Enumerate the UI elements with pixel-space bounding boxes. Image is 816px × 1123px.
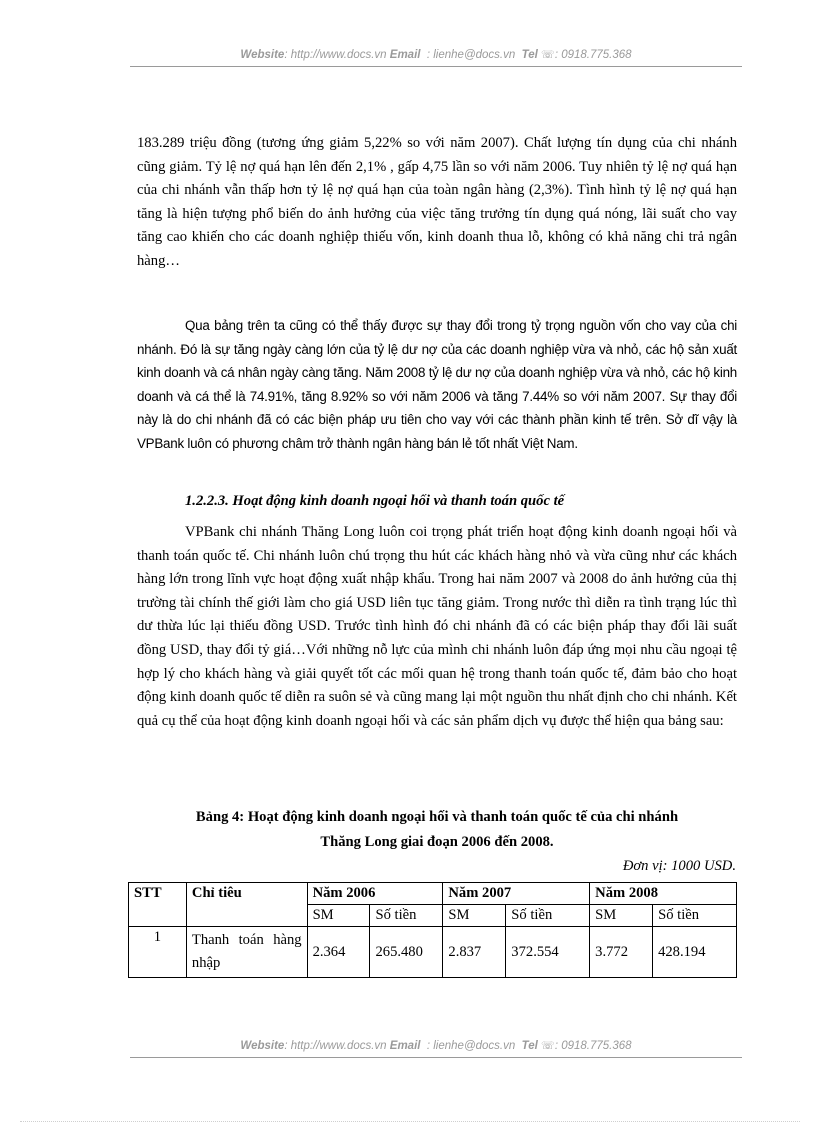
header-rule (130, 66, 742, 67)
paragraph-credit-quality: 183.289 triệu đồng (tương ứng giảm 5,22% so với năm 2007). Chất lượng tín dụng của chi nhánh cũng giảm. Tỷ lệ nợ quá hạn lên đến 2,1% , gấp 4,75 lần so với năm 2006. Tuy nhiên tỷ lệ nợ quá hạn của chi nhánh vẫn thấp hơn tỷ lệ nợ quá hạn của toàn ngân hàng (2,3%). Tình hình tỷ lệ nợ quá hạn tăng là hiện tượng phổ biến do ảnh hưởng của việc tăng trưởng tín dụng quá nóng, lãi suất cho vay tăng cao khiến cho các doanh nghiệp thiếu vốn, kinh doanh thua lỗ, không có khả năng chi trả ngân hàng… (137, 135, 737, 269)
table-header-row (129, 883, 737, 905)
row-value: 265.480 (370, 927, 443, 978)
forex-table (128, 882, 737, 978)
header-year-2006: Năm 2006 (307, 883, 443, 905)
paragraph-loan-structure: Qua bảng trên ta cũng có thể thấy được sự thay đổi trong tỷ trọng nguồn vốn cho vay của chi nhánh. Đó là sự tăng ngày càng lớn của tỷ lệ dư nợ của các doanh nghiệp vừa và nhỏ, các hộ sản xuất kinh doanh và cá nhân ngày càng tăng. Năm 2008 tỷ lệ dư nợ của doanh nghiệp vừa và nhỏ, các hộ kinh doanh và cá thể là 74.91%, tăng 8.92% so với năm 2006 và tăng 7.44% so với năm 2007. Sự thay đổi này là do chi nhánh đã có các biện pháp ưu tiên cho vay với các thành phần kinh tế trên. Sở dĩ vậy là VPBank luôn có phương châm trở thành ngân hàng bán lẻ tốt nhất Việt Nam. (137, 318, 737, 451)
footer-tel-label: Tel (521, 1040, 538, 1052)
phone-icon: ☏ (541, 1040, 555, 1052)
table-caption-line1: Bảng 4: Hoạt động kinh doanh ngoại hối và thanh toán quốc tế của chi nhánh (195, 809, 679, 825)
header-stt: STT (129, 883, 187, 927)
subheader-sm: SM (590, 905, 653, 927)
row-value: 3.772 (590, 927, 653, 978)
website-value: : http://www.docs.vn (284, 49, 387, 61)
tel-value: : 0918.775.368 (554, 49, 632, 61)
row-value: 372.554 (506, 927, 590, 978)
email-value: : lienhe@docs.vn (426, 49, 516, 61)
footer-website-label: Website (240, 1040, 285, 1052)
row-stt: 1 (129, 927, 187, 978)
header-indicator: Chỉ tiêu (186, 883, 307, 927)
row-value: 2.837 (443, 927, 506, 978)
header-year-2008: Năm 2008 (590, 883, 737, 905)
subheader-amount: Số tiền (653, 905, 737, 927)
subheader-amount: Số tiền (506, 905, 590, 927)
table-caption-line2: Thăng Long giai đoạn 2006 đến 2008. (320, 834, 554, 850)
table-row (129, 927, 737, 978)
tel-label: Tel (521, 49, 538, 61)
email-label: Email (389, 49, 421, 61)
footer-rule (130, 1057, 742, 1058)
table-unit: Đơn vị: 1000 USD. (622, 858, 736, 874)
subheader-sm: SM (443, 905, 506, 927)
row-value: 2.364 (307, 927, 370, 978)
footer-email-label: Email (389, 1040, 421, 1052)
subheader-amount: Số tiền (370, 905, 443, 927)
phone-icon: ☏ (541, 49, 555, 61)
page-footer (130, 1039, 742, 1052)
row-indicator: Thanh toán hàng nhập (186, 927, 307, 978)
footer-email-value: : lienhe@docs.vn (426, 1040, 516, 1052)
footer-tel-value: : 0918.775.368 (554, 1040, 632, 1052)
paragraph-forex: VPBank chi nhánh Thăng Long luôn coi trọng phát triển hoạt động kinh doanh ngoại hối và thanh toán quốc tế. Chi nhánh luôn chú trọng thu hút các khách hàng nhỏ và vừa cũng như các khách hàng lớn trong lĩnh vực hoạt động xuất nhập khẩu. Trong hai năm 2007 và 2008 do ảnh hưởng của thị trường tài chính thế giới làm cho giá USD liên tục tăng giảm. Trong nước thì diễn ra tình trạng lúc thì dư thừa lúc lại thiếu đồng USD. Trước tình hình đó chi nhánh đã có các biện pháp thay đổi lãi suất đồng USD, thay đổi tỷ giá…Với những nỗ lực của mình chi nhánh luôn đáp ứng mọi nhu cầu ngoại tệ hợp lý cho khách hàng và giải quyết tốt các mối quan hệ trong thanh toán quốc tế, đảm bảo cho hoạt động kinh doanh quốc tế diễn ra suôn sẻ và cũng mang lại một nguồn thu nhất định cho chi nhánh. Kết quả cụ thể của hoạt động kinh doanh ngoại hối và các sản phẩm dịch vụ được thể hiện qua bảng sau: (137, 524, 737, 729)
page-edge (20, 1121, 800, 1122)
row-value: 428.194 (653, 927, 737, 978)
page-header (130, 48, 742, 61)
section-heading: 1.2.2.3. Hoạt động kinh doanh ngoại hối và thanh toán quốc tế (185, 493, 565, 509)
subheader-sm: SM (307, 905, 370, 927)
footer-website-value: : http://www.docs.vn (284, 1040, 387, 1052)
header-year-2007: Năm 2007 (443, 883, 590, 905)
website-label: Website (240, 49, 285, 61)
